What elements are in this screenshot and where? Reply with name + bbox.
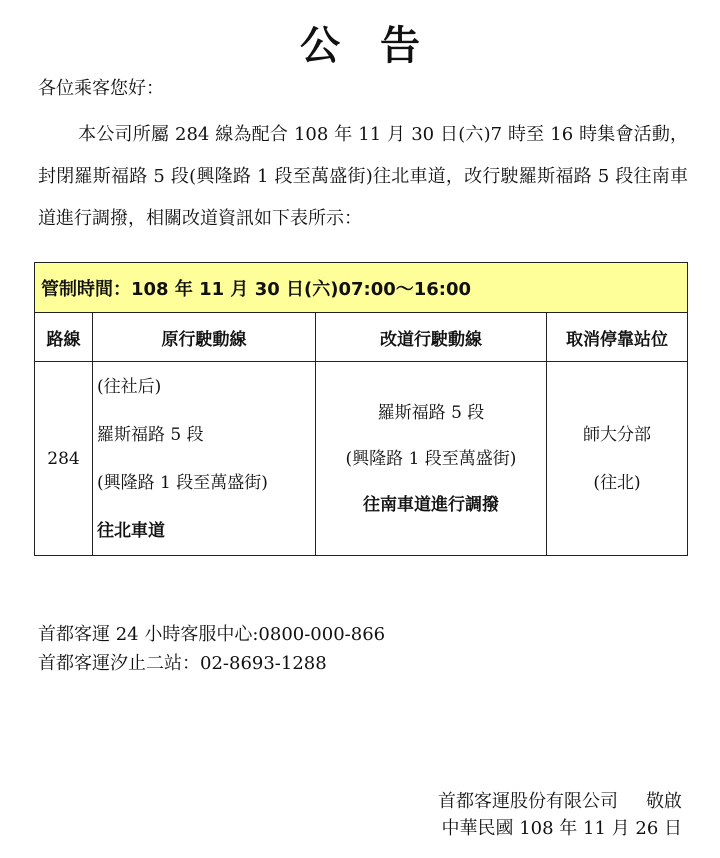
control-time: 管制時間：108 年 11 月 30 日(六)07:00～16:00 xyxy=(35,263,688,313)
detour-lane: 往南車道進行調撥 xyxy=(363,494,499,515)
company-name: 首都客運股份有限公司 xyxy=(438,791,618,812)
closing-text: 敬啟 xyxy=(646,791,682,812)
cancelled-stop-name: 師大分部 xyxy=(583,424,651,445)
original-lane: 往北車道 xyxy=(97,520,165,541)
notice-paragraph-text: 本公司所屬 284 線為配合 108 年 11 月 30 日(六)7 時至 16 時集會活動，封閉羅斯福路 5 段(興隆路 1 段至萬盛街)往北車道，改行駛羅斯福路 5 段往南車道進行調撥，相關改道資訊如下表所示： xyxy=(38,124,688,229)
original-route-cell xyxy=(93,362,316,556)
original-direction: (往社后) xyxy=(97,376,162,397)
header-detour-route: 改道行駛動線 xyxy=(316,313,547,362)
service-center-contact: 首都客運 24 小時客服中心:0800-000-866 xyxy=(38,624,386,645)
detour-road: 羅斯福路 5 段 xyxy=(377,402,485,423)
route-number: 284 xyxy=(35,362,93,556)
detour-table xyxy=(34,262,688,556)
notice-title: 公告 xyxy=(300,23,460,69)
header-route: 路線 xyxy=(35,313,93,362)
header-cancelled-stops: 取消停靠站位 xyxy=(547,313,688,362)
signature-company xyxy=(438,787,682,813)
detour-route-cell xyxy=(316,362,547,556)
original-section: (興隆路 1 段至萬盛街) xyxy=(97,472,268,493)
detour-section: (興隆路 1 段至萬盛街) xyxy=(345,448,517,469)
cancelled-stop-cell xyxy=(547,362,688,556)
header-original-route: 原行駛動線 xyxy=(93,313,316,362)
signature-date: 中華民國 108 年 11 月 26 日 xyxy=(441,818,682,839)
greeting: 各位乘客您好： xyxy=(38,78,164,99)
cancelled-stop-direction: (往北) xyxy=(593,472,641,493)
notice-paragraph xyxy=(38,114,688,240)
original-road: 羅斯福路 5 段 xyxy=(97,424,204,445)
station-contact: 首都客運汐止二站：02-8693-1288 xyxy=(38,653,327,674)
table-row xyxy=(35,362,688,556)
